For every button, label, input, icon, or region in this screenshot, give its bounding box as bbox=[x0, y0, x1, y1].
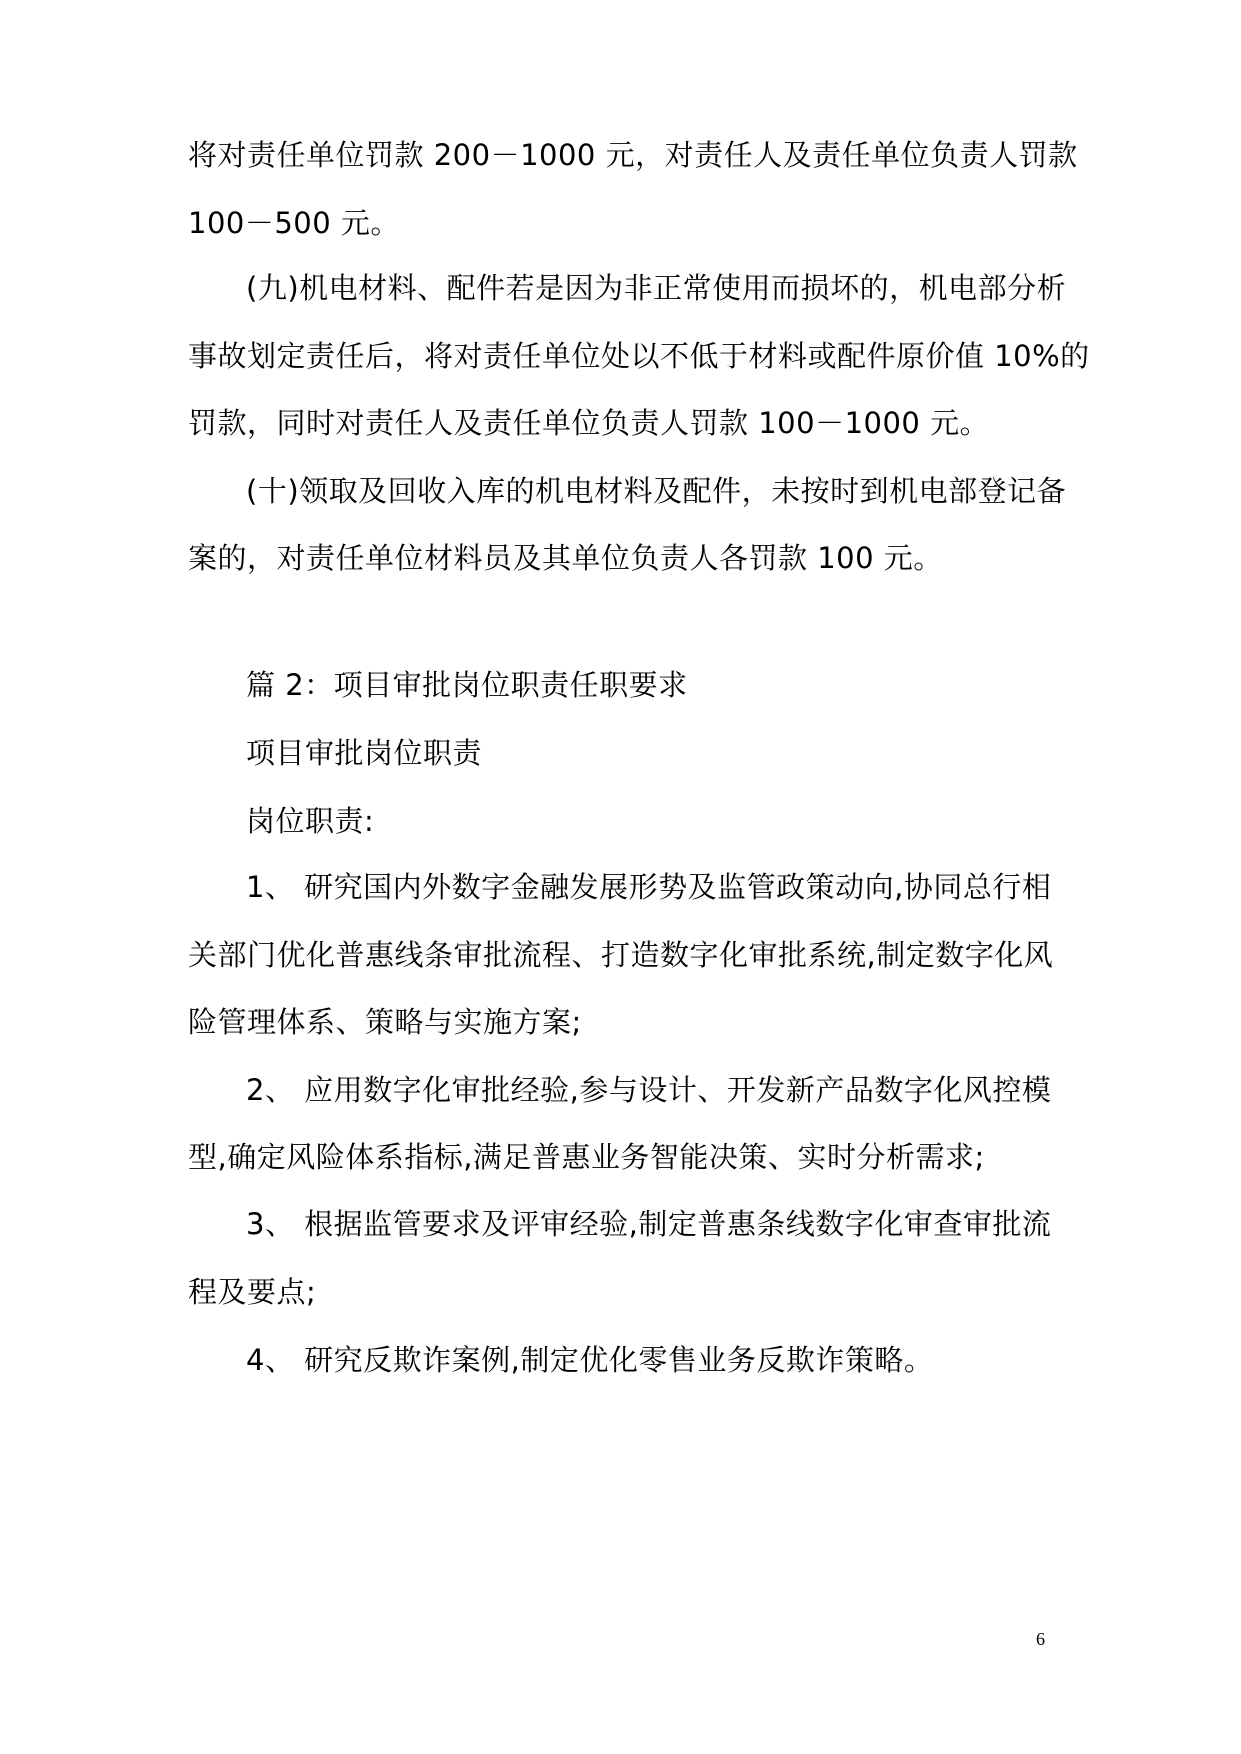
paragraph-line: 罚款，同时对责任人及责任单位负责人罚款 100－1000 元。 bbox=[188, 406, 990, 440]
paragraph-line: (十)领取及回收入库的机电材料及配件，未按时到机电部登记备 bbox=[246, 474, 1067, 508]
paragraph-line: 案的，对责任单位材料员及其单位负责人各罚款 100 元。 bbox=[188, 541, 943, 575]
list-item: 2、 应用数字化审批经验,参与设计、开发新产品数字化风控模 bbox=[246, 1073, 1052, 1107]
section-heading: 篇 2：项目审批岗位职责任职要求 bbox=[246, 668, 688, 702]
list-item: 1、 研究国内外数字金融发展形势及监管政策动向,协同总行相 bbox=[246, 870, 1052, 904]
paragraph-line: 100－500 元。 bbox=[188, 206, 400, 240]
list-item-continuation: 险管理体系、策略与实施方案; bbox=[188, 1005, 582, 1039]
list-item-continuation: 型,确定风险体系指标,满足普惠业务智能决策、实时分析需求; bbox=[188, 1140, 985, 1174]
list-item-continuation: 关部门优化普惠线条审批流程、打造数字化审批系统,制定数字化风 bbox=[188, 938, 1054, 972]
list-heading: 岗位职责: bbox=[246, 804, 375, 838]
list-item-continuation: 程及要点; bbox=[188, 1275, 317, 1309]
paragraph-line: 事故划定责任后，将对责任单位处以不低于材料或配件原价值 10%的 bbox=[188, 339, 1090, 373]
subsection-heading: 项目审批岗位职责 bbox=[246, 736, 483, 770]
paragraph-line: 将对责任单位罚款 200－1000 元，对责任人及责任单位负责人罚款 bbox=[188, 138, 1078, 172]
list-item: 4、 研究反欺诈案例,制定优化零售业务反欺诈策略。 bbox=[246, 1343, 934, 1377]
list-item: 3、 根据监管要求及评审经验,制定普惠条线数字化审查审批流 bbox=[246, 1207, 1052, 1241]
paragraph-line: (九)机电材料、配件若是因为非正常使用而损坏的，机电部分析 bbox=[246, 271, 1067, 305]
page-number: 6 bbox=[1036, 1629, 1045, 1649]
